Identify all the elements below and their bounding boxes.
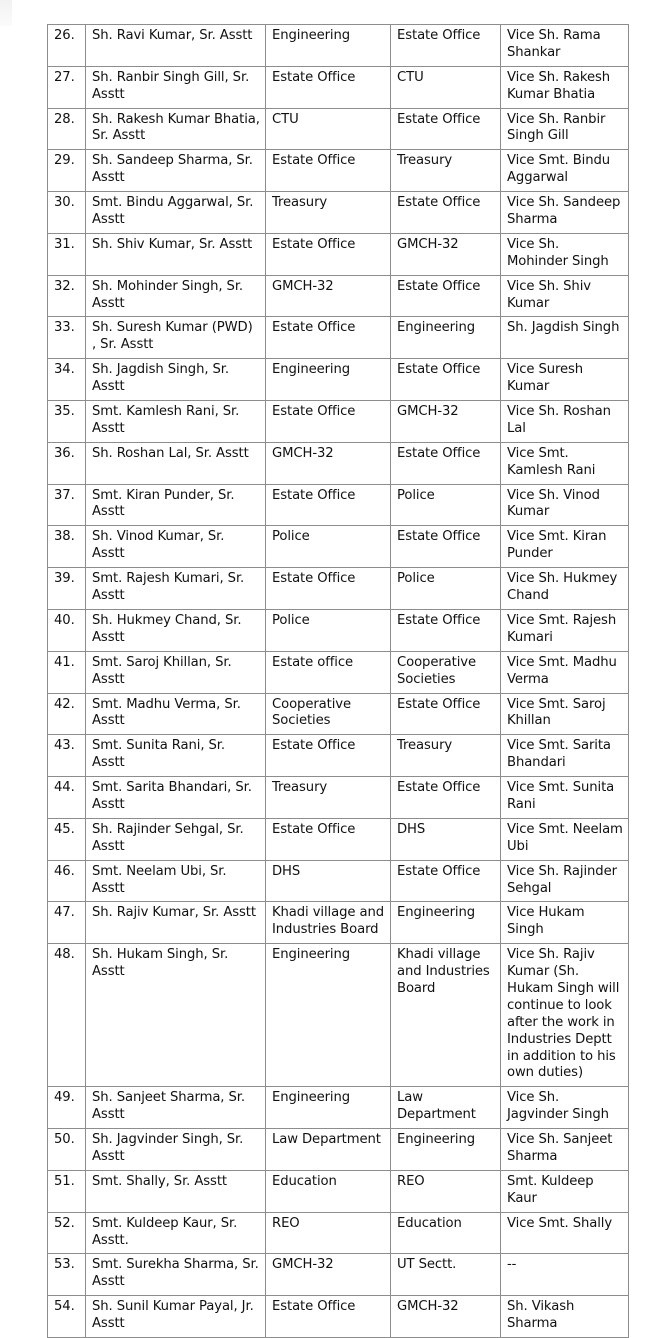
- cell-office-from: Estate Office: [266, 568, 391, 610]
- table-row: [48, 192, 629, 234]
- cell-serial-number: 28.: [48, 108, 86, 150]
- cell-employee-name: Sh. Sanjeet Sharma, Sr. Asstt: [86, 1087, 266, 1129]
- cell-serial-number: 32.: [48, 275, 86, 317]
- table-row: [48, 317, 629, 359]
- cell-serial-number: 42.: [48, 693, 86, 735]
- cell-employee-name: Sh. Sunil Kumar Payal, Jr. Asstt: [86, 1296, 266, 1338]
- cell-employee-name: Sh. Rakesh Kumar Bhatia, Sr. Asstt: [86, 108, 266, 150]
- cell-serial-number: 39.: [48, 568, 86, 610]
- cell-remark: Vice Smt. Neelam Ubi: [501, 818, 629, 860]
- table-row: [48, 1087, 629, 1129]
- cell-remark: Vice Hukam Singh: [501, 902, 629, 944]
- cell-office-from: Treasury: [266, 192, 391, 234]
- cell-remark: Vice Sh. Ranbir Singh Gill: [501, 108, 629, 150]
- cell-office-to: Estate Office: [391, 442, 501, 484]
- cell-office-from: GMCH-32: [266, 275, 391, 317]
- cell-serial-number: 31.: [48, 233, 86, 275]
- cell-office-from: Estate Office: [266, 150, 391, 192]
- cell-serial-number: 52.: [48, 1212, 86, 1254]
- cell-office-to: Estate Office: [391, 25, 501, 67]
- cell-serial-number: 49.: [48, 1087, 86, 1129]
- cell-office-from: Law Department: [266, 1129, 391, 1171]
- cell-office-from: Engineering: [266, 359, 391, 401]
- cell-office-to: Estate Office: [391, 108, 501, 150]
- cell-serial-number: 29.: [48, 150, 86, 192]
- cell-office-from: Treasury: [266, 777, 391, 819]
- table-row: [48, 359, 629, 401]
- cell-office-from: Estate Office: [266, 401, 391, 443]
- cell-office-from: REO: [266, 1212, 391, 1254]
- cell-serial-number: 53.: [48, 1254, 86, 1296]
- cell-office-to: Estate Office: [391, 777, 501, 819]
- cell-employee-name: Sh. Jagdish Singh, Sr. Asstt: [86, 359, 266, 401]
- cell-employee-name: Smt. Sunita Rani, Sr. Asstt: [86, 735, 266, 777]
- cell-employee-name: Sh. Hukmey Chand, Sr. Asstt: [86, 609, 266, 651]
- cell-office-to: Estate Office: [391, 526, 501, 568]
- cell-serial-number: 34.: [48, 359, 86, 401]
- cell-office-to: Police: [391, 568, 501, 610]
- cell-office-from: Estate Office: [266, 818, 391, 860]
- document-page: [47, 24, 628, 1338]
- cell-employee-name: Sh. Ranbir Singh Gill, Sr. Asstt: [86, 66, 266, 108]
- cell-serial-number: 38.: [48, 526, 86, 568]
- cell-employee-name: Sh. Sandeep Sharma, Sr. Asstt: [86, 150, 266, 192]
- cell-remark: Vice Sh. Jagvinder Singh: [501, 1087, 629, 1129]
- cell-office-to: Estate Office: [391, 275, 501, 317]
- cell-office-from: Estate Office: [266, 66, 391, 108]
- table-row: [48, 693, 629, 735]
- cell-office-to: Treasury: [391, 150, 501, 192]
- cell-office-from: Police: [266, 526, 391, 568]
- cell-remark: Vice Smt. Shally: [501, 1212, 629, 1254]
- table-row: [48, 233, 629, 275]
- cell-serial-number: 45.: [48, 818, 86, 860]
- table-row: [48, 275, 629, 317]
- cell-employee-name: Sh. Rajinder Sehgal, Sr. Asstt: [86, 818, 266, 860]
- table-row: [48, 860, 629, 902]
- table-row: [48, 1212, 629, 1254]
- cell-office-from: Estate Office: [266, 317, 391, 359]
- cell-office-to: Education: [391, 1212, 501, 1254]
- cell-serial-number: 30.: [48, 192, 86, 234]
- cell-remark: Vice Smt. Bindu Aggarwal: [501, 150, 629, 192]
- table-row: [48, 735, 629, 777]
- transfer-posting-table: [47, 24, 629, 1338]
- cell-employee-name: Smt. Bindu Aggarwal, Sr. Asstt: [86, 192, 266, 234]
- cell-remark: Vice Sh. Rama Shankar: [501, 25, 629, 67]
- cell-remark: Vice Smt. Sunita Rani: [501, 777, 629, 819]
- cell-employee-name: Sh. Rajiv Kumar, Sr. Asstt: [86, 902, 266, 944]
- cell-employee-name: Sh. Mohinder Singh, Sr. Asstt: [86, 275, 266, 317]
- cell-office-from: Cooperative Societies: [266, 693, 391, 735]
- cell-employee-name: Smt. Kuldeep Kaur, Sr. Asstt.: [86, 1212, 266, 1254]
- cell-office-from: Engineering: [266, 944, 391, 1087]
- cell-office-to: GMCH-32: [391, 1296, 501, 1338]
- cell-remark: Vice Sh. Sanjeet Sharma: [501, 1129, 629, 1171]
- cell-employee-name: Sh. Hukam Singh, Sr. Asstt: [86, 944, 266, 1087]
- cell-employee-name: Smt. Surekha Sharma, Sr. Asstt: [86, 1254, 266, 1296]
- table-row: [48, 1129, 629, 1171]
- cell-remark: --: [501, 1254, 629, 1296]
- table-row: [48, 484, 629, 526]
- cell-remark: Vice Sh. Sandeep Sharma: [501, 192, 629, 234]
- cell-serial-number: 51.: [48, 1170, 86, 1212]
- cell-serial-number: 37.: [48, 484, 86, 526]
- cell-office-from: Khadi village and Industries Board: [266, 902, 391, 944]
- table-row: [48, 150, 629, 192]
- table-row: [48, 66, 629, 108]
- cell-remark: Vice Sh. Vinod Kumar: [501, 484, 629, 526]
- cell-serial-number: 40.: [48, 609, 86, 651]
- cell-office-to: GMCH-32: [391, 233, 501, 275]
- table-row: [48, 526, 629, 568]
- cell-office-from: Education: [266, 1170, 391, 1212]
- table-row: [48, 1296, 629, 1338]
- cell-remark: Vice Smt. Kiran Punder: [501, 526, 629, 568]
- cell-employee-name: Smt. Madhu Verma, Sr. Asstt: [86, 693, 266, 735]
- cell-serial-number: 35.: [48, 401, 86, 443]
- cell-office-to: Estate Office: [391, 609, 501, 651]
- cell-serial-number: 50.: [48, 1129, 86, 1171]
- cell-remark: Vice Smt. Sarita Bhandari: [501, 735, 629, 777]
- cell-office-to: REO: [391, 1170, 501, 1212]
- cell-remark: Sh. Vikash Sharma: [501, 1296, 629, 1338]
- cell-office-to: Estate Office: [391, 359, 501, 401]
- scan-edge-artifact: [0, 0, 12, 26]
- cell-office-from: GMCH-32: [266, 442, 391, 484]
- cell-remark: Vice Suresh Kumar: [501, 359, 629, 401]
- cell-employee-name: Sh. Roshan Lal, Sr. Asstt: [86, 442, 266, 484]
- cell-employee-name: Sh. Jagvinder Singh, Sr. Asstt: [86, 1129, 266, 1171]
- cell-remark: Vice Sh. Hukmey Chand: [501, 568, 629, 610]
- cell-office-to: Police: [391, 484, 501, 526]
- cell-office-from: Engineering: [266, 25, 391, 67]
- cell-remark: Vice Smt. Saroj Khillan: [501, 693, 629, 735]
- cell-serial-number: 27.: [48, 66, 86, 108]
- table-row: [48, 777, 629, 819]
- cell-office-from: DHS: [266, 860, 391, 902]
- cell-remark: Vice Sh. Roshan Lal: [501, 401, 629, 443]
- cell-office-from: GMCH-32: [266, 1254, 391, 1296]
- table-row: [48, 25, 629, 67]
- cell-office-to: Treasury: [391, 735, 501, 777]
- table-row: [48, 108, 629, 150]
- cell-remark: Sh. Jagdish Singh: [501, 317, 629, 359]
- cell-employee-name: Sh. Ravi Kumar, Sr. Asstt: [86, 25, 266, 67]
- cell-remark: Vice Smt. Rajesh Kumari: [501, 609, 629, 651]
- cell-employee-name: Sh. Vinod Kumar, Sr. Asstt: [86, 526, 266, 568]
- cell-employee-name: Smt. Sarita Bhandari, Sr. Asstt: [86, 777, 266, 819]
- cell-office-to: Law Department: [391, 1087, 501, 1129]
- table-row: [48, 651, 629, 693]
- cell-remark: Vice Sh. Shiv Kumar: [501, 275, 629, 317]
- cell-serial-number: 41.: [48, 651, 86, 693]
- cell-office-to: CTU: [391, 66, 501, 108]
- cell-office-to: Estate Office: [391, 192, 501, 234]
- cell-serial-number: 47.: [48, 902, 86, 944]
- cell-remark: Vice Smt. Kamlesh Rani: [501, 442, 629, 484]
- table-row: [48, 568, 629, 610]
- cell-office-to: Engineering: [391, 902, 501, 944]
- cell-employee-name: Smt. Kiran Punder, Sr. Asstt: [86, 484, 266, 526]
- cell-office-to: Khadi village and Industries Board: [391, 944, 501, 1087]
- cell-serial-number: 54.: [48, 1296, 86, 1338]
- cell-office-to: Estate Office: [391, 693, 501, 735]
- cell-serial-number: 43.: [48, 735, 86, 777]
- cell-serial-number: 46.: [48, 860, 86, 902]
- table-row: [48, 902, 629, 944]
- table-row: [48, 818, 629, 860]
- cell-employee-name: Smt. Kamlesh Rani, Sr. Asstt: [86, 401, 266, 443]
- cell-office-from: Engineering: [266, 1087, 391, 1129]
- cell-office-to: Engineering: [391, 1129, 501, 1171]
- cell-serial-number: 26.: [48, 25, 86, 67]
- cell-employee-name: Sh. Shiv Kumar, Sr. Asstt: [86, 233, 266, 275]
- cell-office-from: Estate office: [266, 651, 391, 693]
- cell-office-from: Estate Office: [266, 735, 391, 777]
- cell-office-to: Cooperative Societies: [391, 651, 501, 693]
- cell-serial-number: 44.: [48, 777, 86, 819]
- cell-remark: Vice Smt. Madhu Verma: [501, 651, 629, 693]
- table-row: [48, 442, 629, 484]
- cell-remark: Vice Sh. Rajinder Sehgal: [501, 860, 629, 902]
- cell-serial-number: 48.: [48, 944, 86, 1087]
- cell-office-from: Estate Office: [266, 1296, 391, 1338]
- cell-remark: Vice Sh. Mohinder Singh: [501, 233, 629, 275]
- table-body: [48, 25, 629, 1338]
- cell-office-to: Estate Office: [391, 860, 501, 902]
- cell-office-from: Estate Office: [266, 233, 391, 275]
- table-row: [48, 1254, 629, 1296]
- cell-office-to: GMCH-32: [391, 401, 501, 443]
- cell-office-from: CTU: [266, 108, 391, 150]
- table-row: [48, 1170, 629, 1212]
- cell-office-to: Engineering: [391, 317, 501, 359]
- cell-office-to: UT Sectt.: [391, 1254, 501, 1296]
- cell-office-from: Police: [266, 609, 391, 651]
- cell-office-from: Estate Office: [266, 484, 391, 526]
- cell-remark: Smt. Kuldeep Kaur: [501, 1170, 629, 1212]
- cell-remark: Vice Sh. Rakesh Kumar Bhatia: [501, 66, 629, 108]
- table-row: [48, 401, 629, 443]
- table-row: [48, 609, 629, 651]
- cell-employee-name: Smt. Rajesh Kumari, Sr. Asstt: [86, 568, 266, 610]
- cell-employee-name: Sh. Suresh Kumar (PWD) , Sr. Asstt: [86, 317, 266, 359]
- cell-serial-number: 33.: [48, 317, 86, 359]
- table-row: [48, 944, 629, 1087]
- cell-remark: Vice Sh. Rajiv Kumar (Sh. Hukam Singh will continue to look after the work in Industries Deptt in addition to his own duties): [501, 944, 629, 1087]
- cell-office-to: DHS: [391, 818, 501, 860]
- cell-employee-name: Smt. Shally, Sr. Asstt: [86, 1170, 266, 1212]
- cell-employee-name: Smt. Saroj Khillan, Sr. Asstt: [86, 651, 266, 693]
- cell-serial-number: 36.: [48, 442, 86, 484]
- cell-employee-name: Smt. Neelam Ubi, Sr. Asstt: [86, 860, 266, 902]
